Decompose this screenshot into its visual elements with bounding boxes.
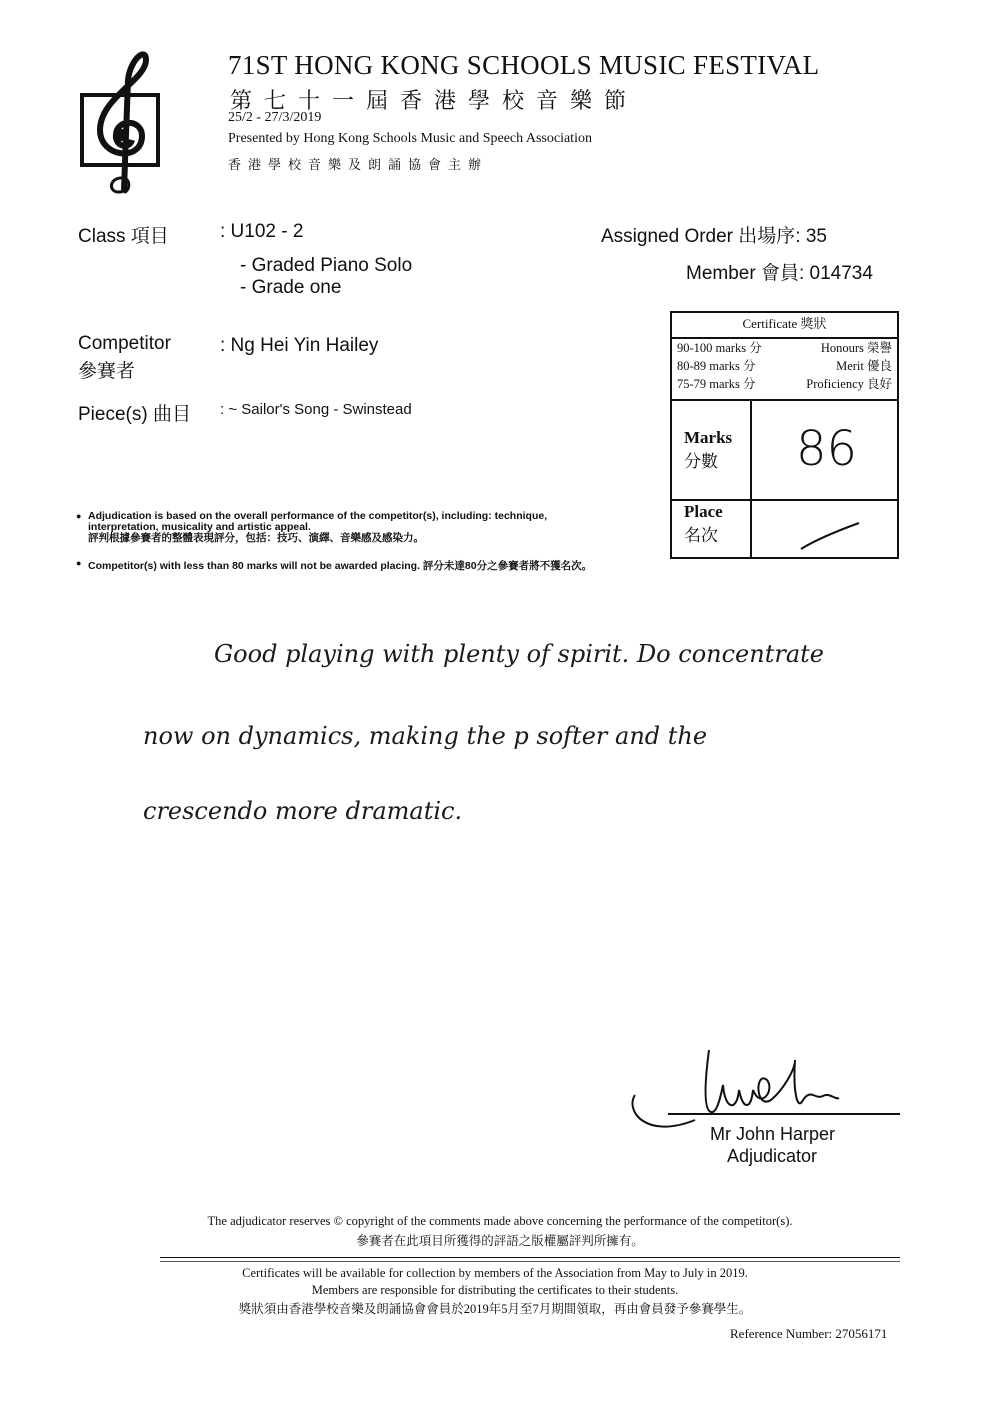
tier-award: Honours 榮譽 [820, 341, 892, 355]
class-label: Class 項目 [78, 226, 169, 247]
festival-title-zh: 第七十一屆香港學校音樂節 [230, 88, 639, 113]
pieces-value: : ~ Sailor's Song - Swinstead [220, 401, 412, 418]
place-label: Place [684, 502, 723, 521]
tier-range: 80-89 marks 分 [677, 359, 756, 373]
tier-merit [677, 358, 892, 374]
tier-honours [677, 340, 892, 356]
placing-note-text: Competitor(s) with less than 80 marks will not be awarded placing. 評分未達80分之參賽者將不獲名次。 [88, 560, 593, 572]
footer-divider [160, 1261, 900, 1262]
reference-number: Reference Number: 27056171 [730, 1326, 888, 1341]
comment-line-1: Good playing with plenty of spirit. Do concentrate [214, 640, 824, 668]
adjudication-note-en: Adjudication is based on the overall performance of the competitor(s), including: technique, interpretation, musicality and artistic appeal. [88, 510, 548, 533]
collection-notice: Certificates will be available for collection by members of the Association from May to July in 2019. [242, 1266, 748, 1280]
adjudicator-role: Adjudicator [727, 1146, 818, 1166]
festival-logo [80, 40, 160, 200]
tier-proficiency [677, 376, 892, 392]
class-grade: - Grade one [240, 277, 342, 298]
signature-line [668, 1113, 900, 1115]
tier-award: Proficiency 良好 [806, 377, 892, 391]
festival-dates: 25/2 - 27/3/2019 [228, 110, 322, 125]
competitor-name: : Ng Hei Yin Hailey [220, 335, 379, 356]
comment-line-2: now on dynamics, making the p softer and the [143, 722, 708, 750]
place-dash-mark [797, 519, 867, 553]
marks-label: Marks [684, 428, 733, 447]
pieces-label: Piece(s) 曲目 [78, 404, 191, 425]
marks-value: 86 [796, 421, 858, 477]
member-number: Member 會員: 014734 [686, 263, 873, 284]
collection-notice-zh: 獎狀須由香港學校音樂及朗誦協會會員於2019年5月至7月期間領取，再由會員發予參賽學生。 [238, 1302, 752, 1316]
festival-title: 71ST HONG KONG SCHOOLS MUSIC FESTIVAL [228, 50, 820, 80]
adjudicator-name: Mr John Harper [710, 1124, 836, 1144]
presented-by: Presented by Hong Kong Schools Music and Speech Association [228, 131, 592, 146]
class-description: - Graded Piano Solo [240, 255, 413, 276]
copyright-notice: The adjudicator reserves © copyright of the comments made above concerning the performance of the competitor(s). [207, 1214, 793, 1228]
presented-by-zh: 香港學校音樂及朗誦協會主辦 [228, 157, 489, 172]
marks-label-zh: 分數 [684, 452, 718, 471]
adjudication-note-zh: 評判根據參賽者的整體表現評分，包括：技巧、演繹、音樂感及感染力。 [88, 532, 424, 544]
tier-range: 90-100 marks 分 [677, 341, 762, 355]
copyright-notice-zh: 參賽者在此項目所獲得的評語之版權屬評判所擁有。 [356, 1234, 644, 1248]
comment-line-3: crescendo more dramatic. [143, 797, 463, 825]
tier-range: 75-79 marks 分 [677, 377, 756, 391]
tier-award: Merit 優良 [836, 359, 892, 373]
certificate-header: Certificate 獎狀 [672, 313, 897, 339]
adjudication-note: ● Adjudication is based on the overall performance of the competitor(s), including: technique, interpretation, musicality and artistic appeal. 評判根據參賽者的整體表現評分，包括：技巧、演繹、音樂感及感染力。 [88, 511, 618, 544]
footer-divider [160, 1257, 900, 1258]
distribution-notice: Members are responsible for distributing the certificates to their students. [311, 1283, 679, 1297]
competitor-label: Competitor [78, 333, 171, 354]
place-row [672, 499, 897, 557]
marks-row [672, 399, 897, 501]
certificate-box [670, 311, 899, 559]
class-value: : U102 - 2 [220, 221, 304, 242]
certificate-tiers [672, 337, 897, 401]
placing-note: ● Competitor(s) with less than 80 marks will not be awarded placing. 評分未達80分之參賽者將不獲名次。 [76, 558, 593, 572]
assigned-order: Assigned Order 出場序: 35 [601, 226, 827, 247]
place-label-zh: 名次 [684, 526, 718, 545]
competitor-label-zh: 參賽者 [78, 361, 136, 382]
